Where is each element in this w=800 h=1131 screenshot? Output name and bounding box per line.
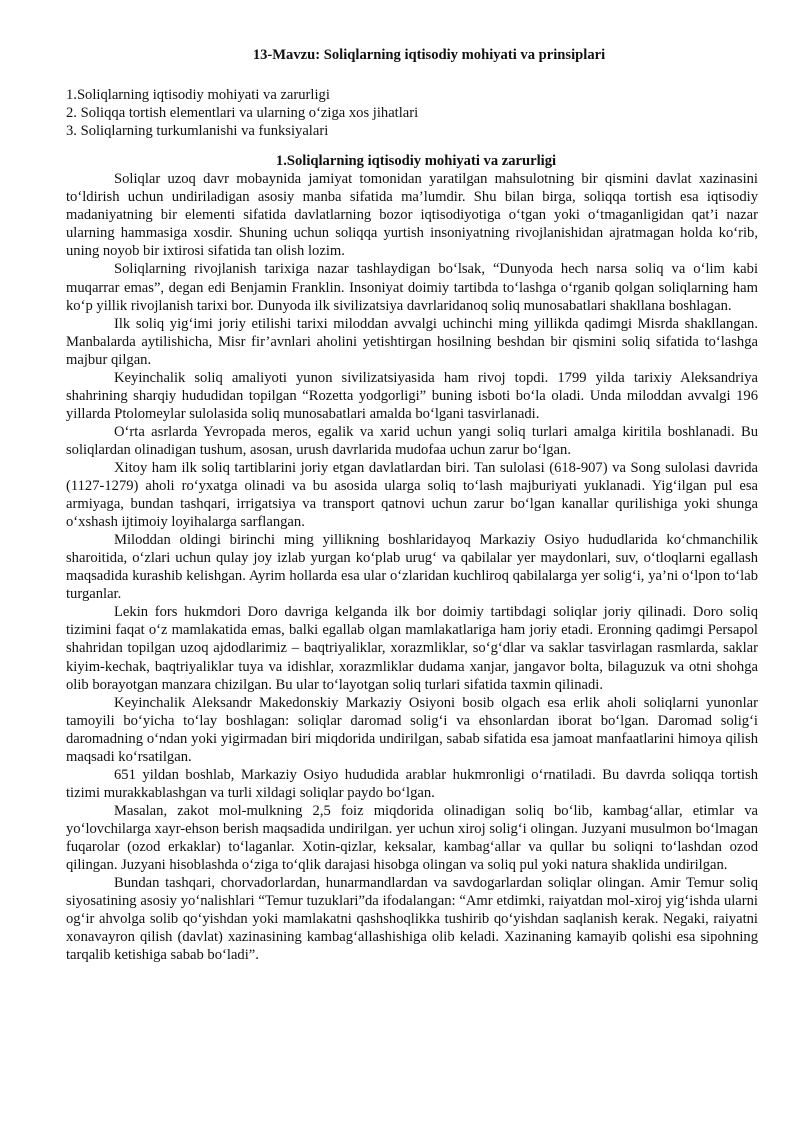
paragraph: Keyinchalik Aleksandr Makedonskiy Markaziy Osiyoni bosib olgach esa erlik aholi soliqlarni yunonlar tamoyili bo‘yicha to‘lay boshlagan: soliqlar daromad solig‘i va ehsonlardan iborat bo‘lgan. Daromad solig‘i daromadning o‘ndan yoki yigirmadan biri miqdorida undirilgan, sabab sifatida esa jamoat manfaatlarini himoya qilish maqsadi ko‘rsatilgan. — [66, 694, 758, 765]
paragraph: 651 yildan boshlab, Markaziy Osiyo hududida arablar hukmronligi o‘rnatiladi. Bu davrda soliqqa tortish tizimi murakkablashgan va turli xildagi soliqlar paydo bo‘lgan. — [66, 766, 758, 801]
paragraph: Bundan tashqari, chorvadorlardan, hunarmandlardan va savdogarlardan soliqlar olingan. Amir Temur soliq siyosatining asosiy yo‘nalishlari “Temur tuzuklari”da ifodalangan: “Amr etdimki, raiyatdan mol-xiroj yig‘ishda ularni og‘ir ahvolga solib qo‘yishdan yoki mamlakatni qashshoqlikka tushirib qo‘yishdan saqlanish kerak. Negaki, raiyatni xonavayron qilish (davlat) xazinasining kambag‘allashishiga olib keladi. Xazinaning kamayib qolishi esa sipohning tarqalib ketishiga sabab bo‘ladi”. — [66, 875, 758, 964]
paragraph: O‘rta asrlarda Yevropada meros, egalik va xarid uchun yangi soliq turlari amalga kiritila boshlanadi. Bu soliqlardan olinadigan tushum, asosan, urush davrlarida mudofaa uchun zarur bo‘lgan. — [66, 423, 758, 458]
toc-item: 3. Soliqlarning turkumlanishi va funksiyalari — [66, 123, 329, 140]
paragraph: Lekin fors hukmdori Doro davriga kelganda ilk bor doimiy tartibdagi soliqlar joriy qilinadi. Doro soliq tizimini faqat o‘z mamlakatida emas, balki egallab olgan mamlakatlariga ham joriy etadi. Eronning qadimgi Persapol shahridan topilgan uzoq ajdodlarimiz – baqtriyaliklar, xorazmliklar, so‘g‘dlar va saklar tasvirlagan rasmlarda, saklar kiyim-kechak, baqtriyaliklar tuya va idishlar, xorazmliklar dudama xanjar, jangavor bolta, bilaguzuk va otni shohga olib borayotgan manzara chizilgan. Bu ular to‘layotgan soliq turlari sifatida taxmin qilinadi. — [66, 604, 758, 693]
paragraph: Masalan, zakot mol-mulkning 2,5 foiz miqdorida olinadigan soliq bo‘lib, kambag‘allar, etimlar va yo‘lovchilarga xayr-ehson berish maqsadida undirilgan. yer uchun xiroj solig‘i olingan. Juzyani musulmon bo‘lmagan fuqarolar (ozod erkaklar) to‘laganlar. Xotin-qizlar, keksalar, kambag‘allar va qullar bu soliqni to‘lashdan ozod qilingan. Juzyani hisoblashda o‘ziga to‘qlik darajasi hisobga olingan va soliq pul yoki natura shaklida undirilgan. — [66, 802, 758, 874]
paragraph: Xitoy ham ilk soliq tartiblarini joriy etgan davlatlardan biri. Tan sulolasi (618-907) va Song sulolasi davrida (1127-1279) aholi ro‘yxatga olinadi va bu asosida ularga soliq to‘lash majburiyati yuklanadi. Yig‘ilgan pul esa armiyaga, bundan tashqari, irrigatsiya va transport qatnovi uchun zarur bo‘lgan kanallar qurilishiga yoki shunga o‘xshash ijtimoiy loyihalarga sarflangan. — [66, 459, 758, 531]
toc-item: 2. Soliqqa tortish elementlari va ularning o‘ziga xos jihatlari — [66, 105, 419, 122]
paragraph: Soliqlar uzoq davr mobaynida jamiyat tomonidan yaratilgan mahsulotning bir qismini davlat xazinasini to‘ldirish uchun undiriladigan asosiy manba sifatida ma’lumdir. Shu bilan birga, soliqqa tortish esa iqtisodiy madaniyatning bir elementi sifatida davlatlarning bozor iqtisodiyotiga o‘tgan yoki o‘tmaganligidan qat’i nazar ularning hammasiga xosdir. Shuning uchun soliqqa yurtish insoniyatning rivojlanishidan ajratmagan holda ko‘rib, uning noyob bir ixtirosi sifatida tan olish lozim. — [66, 171, 758, 260]
table-of-contents — [66, 86, 758, 140]
page-title: 13-Mavzu: Soliqlarning iqtisodiy mohiyati va prinsiplari — [252, 47, 606, 63]
paragraph: Keyinchalik soliq amaliyoti yunon sivilizatsiyasida ham rivoj topdi. 1799 yilda tarixiy Aleksandriya shahrining sharqiy hududidan topilgan “Rozetta yodgorligi” buning isboti bo‘la oladi. Unda miloddan avvalgi 196 yillarda Ptolomeylar sulolasida soliq munosabatlari amalda bo‘lgani tasvirlanadi. — [66, 369, 758, 422]
paragraph: Soliqlarning rivojlanish tarixiga nazar tashlaydigan bo‘lsak, “Dunyoda hech narsa soliq va o‘lim kabi muqarrar emas”, degan edi Benjamin Franklin. Insoniyat doimiy tartibda to‘lashga o‘rganib qolgan soliqlarning ham ko‘p yillik rivojlanish tarixi bor. Dunyoda ilk sivilizatsiya davrlaridanoq soliq munosabatlari shakllana boshlagan. — [66, 261, 758, 314]
toc-item: 1.Soliqlarning iqtisodiy mohiyati va zarurligi — [66, 87, 330, 104]
body-text — [66, 170, 758, 964]
paragraph: Miloddan oldingi birinchi ming yillikning boshlaridayoq Markaziy Osiyo hududlarida ko‘chmanchilik sharoitida, o‘zlari uchun qulay joy izlab yurgan ko‘plab urug‘ va qabilalar yer maydonlari, suv, o‘tloqlarni egallash maqsadida kurashib kelishgan. Ayrim hollarda esa ular o‘zlaridan kuchliroq qabilalarga yer solig‘i, ya’ni o‘lpon to‘lab turganlar. — [66, 532, 758, 603]
section-heading: 1.Soliqlarning iqtisodiy mohiyati va zarurligi — [275, 153, 557, 170]
paragraph: Ilk soliq yig‘imi joriy etilishi tarixi miloddan avvalgi uchinchi ming yillikda qadimgi Misrda shakllangan. Manbalarda aytilishicha, Misr fir’avnlari aholini yetishtirgan hosilning beshdan bir qismini soliq sifatida to‘lashga majbur qilgan. — [66, 315, 758, 368]
